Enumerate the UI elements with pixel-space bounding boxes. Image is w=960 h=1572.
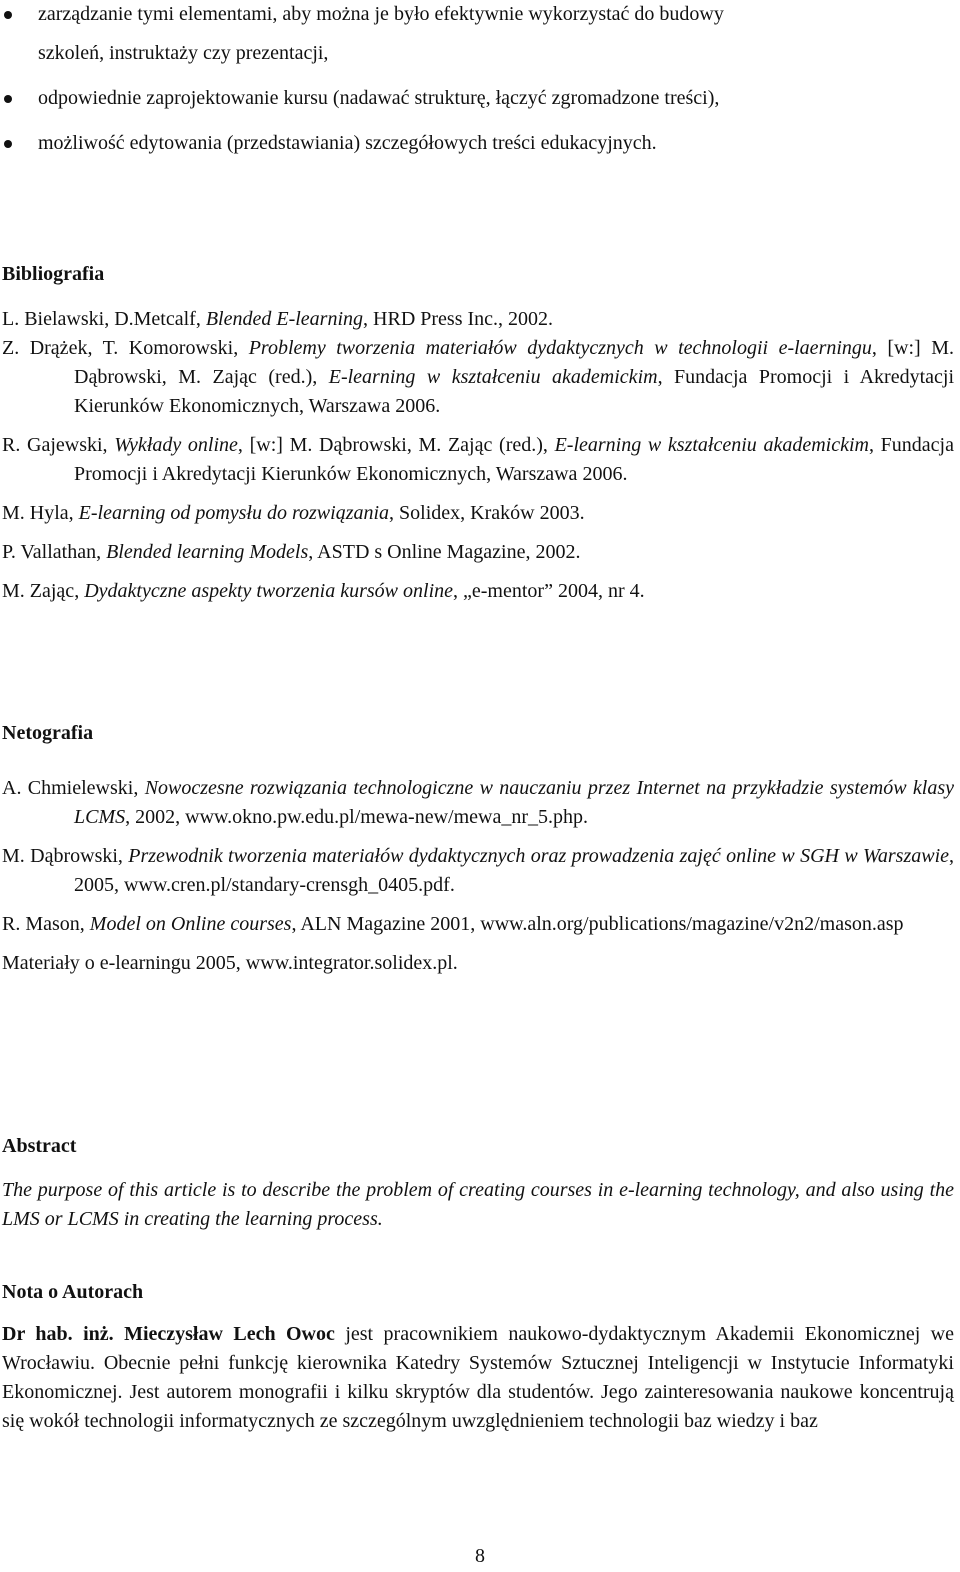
- ref-details: , HRD Press Inc., 2002.: [363, 308, 554, 330]
- ref-details: , 2002, www.okno.pw.edu.pl/mewa-new/mewa_nr_5.php.: [125, 806, 588, 828]
- ref-title: Model on Online courses: [89, 913, 292, 935]
- ref-title: Przewodnik tworzenia materiałów dydaktycznych oraz prowadzenia zajęć online w SGH w Warszawie: [128, 845, 949, 867]
- abstract-text: The purpose of this article is to describe the problem of creating courses in e-learning technology, and also using the LMS or LCMS in creating the learning process.: [2, 1179, 954, 1230]
- ref-title: Wykłady online: [114, 434, 238, 456]
- ref-publisher: , Fundacja Promocji i Akredytacji Kierunków Ekonomicznych, Warszawa 2006.: [74, 366, 955, 417]
- ref-author: R. Mason,: [2, 913, 90, 935]
- ref-title: Dydaktyczne aspekty tworzenia kursów online: [84, 580, 453, 602]
- bibliography-list: [2, 305, 954, 616]
- bibliography-heading: Bibliografia: [2, 263, 105, 285]
- ref-title: Nowoczesne rozwiązania technologiczne w nauczaniu przez Internet na przykładzie systemów klasy LCMS: [74, 777, 954, 828]
- author-bio: jest pracownikiem naukowo-dydaktycznym Akademii Ekonomicznej we Wrocławiu. Obecnie pełni funkcję kierownika Katedry Systemów Sztucznej Inteligencji w Instytucie Informatyki Ekonomicznej. Jest autorem monografii i kilku skryptów dla studentów. Jego zainteresowania naukowe koncentrują się wokół technologii informatycznych ze szczególnym uwzględnieniem technologii baz wiedzy i baz: [2, 1323, 955, 1432]
- ref-text: Materiały o e-learningu 2005, www.integrator.solidex.pl.: [2, 952, 458, 974]
- reference-item: [2, 538, 954, 567]
- bullet-text: szkoleń, instruktaży czy prezentacji,: [38, 42, 329, 64]
- authors-heading: Nota o Autorach: [2, 1281, 144, 1303]
- bullet-text: odpowiednie zaprojektowanie kursu (nadawać strukturę, łączyć zgromadzone treści),: [38, 87, 720, 109]
- ref-author: M. Hyla,: [2, 502, 79, 524]
- ref-title: E-learning od pomysłu do rozwiązania: [78, 502, 390, 524]
- ref-title: Problemy tworzenia materiałów dydaktycznych w technologii e-laerningu: [248, 337, 872, 359]
- ref-book-title: E-learning w kształceniu akademickim: [328, 366, 658, 388]
- reference-item: [2, 910, 954, 939]
- reference-item: [2, 431, 954, 489]
- ref-book-title: E-learning w kształceniu akademickim: [554, 434, 869, 456]
- page-number: 8: [475, 1545, 485, 1567]
- ref-details: , ASTD s Online Magazine, 2002.: [308, 541, 581, 563]
- ref-publisher: , Fundacja Promocji i Akredytacji Kierunków Ekonomicznych, Warszawa 2006.: [74, 434, 954, 485]
- abstract-heading: Abstract: [2, 1135, 77, 1157]
- ref-title: Blended learning Models: [106, 541, 309, 563]
- netography-list: [2, 774, 954, 978]
- bullet-item: [2, 84, 954, 113]
- bullet-text: możliwość edytowania (przedstawiania) szczegółowych treści edukacyjnych.: [38, 132, 657, 154]
- ref-title: Blended E-learning: [205, 308, 364, 330]
- ref-details: , [w:] M. Dąbrowski, M. Zając (red.),: [237, 434, 555, 456]
- ref-author: Z. Drążek, T. Komorowski,: [2, 337, 249, 359]
- ref-author: A. Chmielewski,: [2, 777, 145, 799]
- reference-item: [2, 305, 954, 334]
- ref-author: P. Vallathan,: [2, 541, 107, 563]
- ref-details: , [w:] M. Dąbrowski, M. Zając (red.),: [74, 337, 954, 388]
- ref-details: , „e-mentor” 2004, nr 4.: [453, 580, 645, 602]
- ref-author: M. Zając,: [2, 580, 85, 602]
- author-note: [2, 1320, 954, 1436]
- bullet-dot-icon: [4, 140, 12, 148]
- ref-author: M. Dąbrowski,: [2, 845, 129, 867]
- ref-author: R. Gajewski,: [2, 434, 115, 456]
- bullet-text: zarządzanie tymi elementami, aby można je było efektywnie wykorzystać do budowy: [38, 3, 724, 25]
- bullet-dot-icon: [4, 95, 12, 103]
- reference-item: [2, 577, 954, 606]
- bullet-item: [2, 0, 954, 68]
- author-name: Dr hab. inż. Mieczysław Lech Owoc: [2, 1323, 335, 1345]
- ref-details: , ALN Magazine 2001, www.aln.org/publications/magazine/v2n2/mason.asp: [291, 913, 904, 935]
- bullet-item: [2, 129, 954, 158]
- ref-author: L. Bielawski, D.Metcalf,: [2, 308, 206, 330]
- bullet-dot-icon: [4, 11, 12, 19]
- reference-item: [2, 774, 954, 832]
- reference-item: [2, 334, 954, 421]
- netography-heading: Netografia: [2, 722, 94, 744]
- reference-item: [2, 499, 954, 528]
- ref-details: , 2005, www.cren.pl/standary-crensgh_0405.pdf.: [74, 845, 954, 896]
- reference-item: [2, 842, 954, 900]
- ref-details: , Solidex, Kraków 2003.: [389, 502, 585, 524]
- reference-item: [2, 949, 954, 978]
- bullet-list: [2, 0, 954, 174]
